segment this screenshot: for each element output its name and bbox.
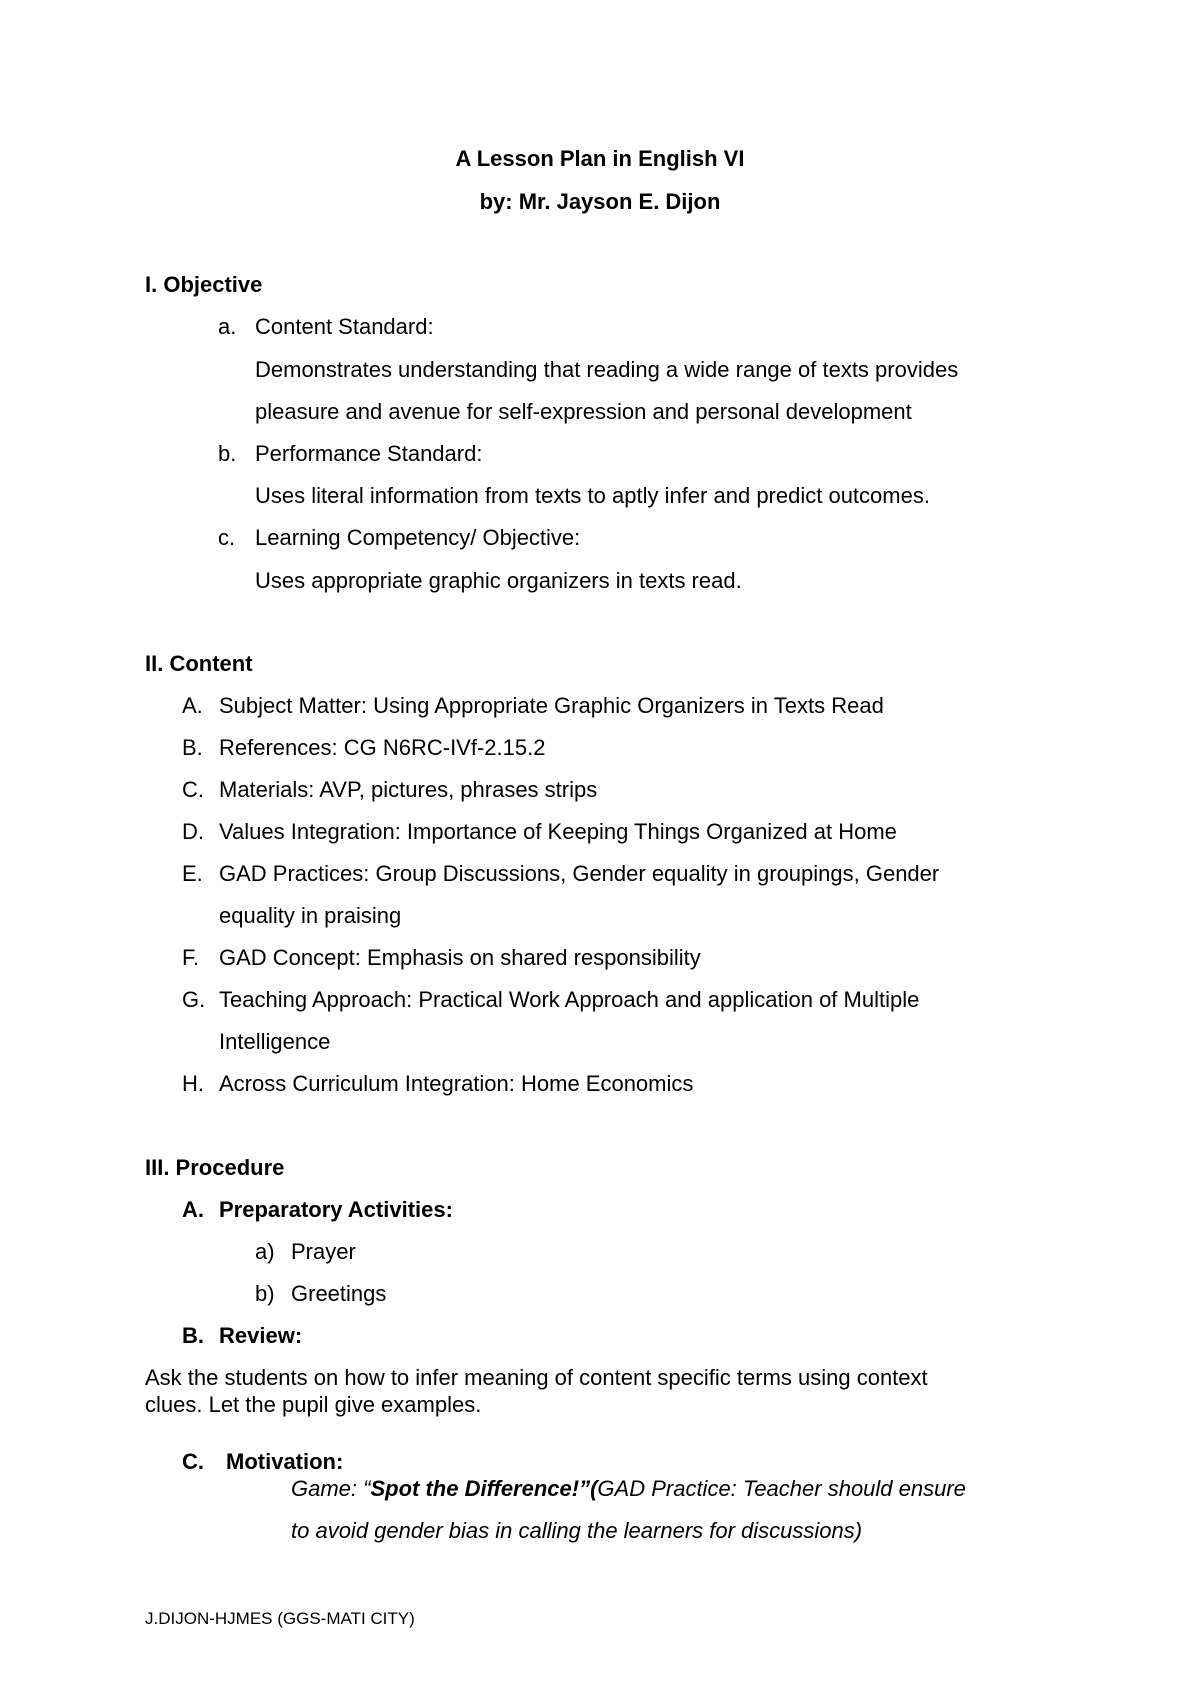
preparatory-item-marker: a) xyxy=(255,1239,275,1264)
document-author: by: Mr. Jayson E. Dijon xyxy=(479,189,721,214)
content-item-marker: B. xyxy=(182,735,203,760)
motivation-gad-note-continued: to avoid gender bias in calling the learners for discussions) xyxy=(291,1518,863,1543)
content-item-text: Values Integration: Importance of Keeping Things Organized at Home xyxy=(219,819,897,844)
objective-item-text: pleasure and avenue for self-expression and personal development xyxy=(255,399,912,424)
motivation-game-name: Spot the Difference!”( xyxy=(370,1476,598,1501)
content-item-text: Materials: AVP, pictures, phrases strips xyxy=(219,777,598,802)
content-item-text: Teaching Approach: Practical Work Approach and application of Multiple xyxy=(219,987,920,1012)
motivation-gad-note: GAD Practice: Teacher should ensure xyxy=(597,1476,966,1501)
objective-item-label: Content Standard: xyxy=(255,314,434,339)
motivation-game-line xyxy=(291,1475,966,1503)
motivation-game-prefix: Game: “ xyxy=(291,1476,371,1501)
content-item-marker: H. xyxy=(182,1071,204,1096)
motivation-label: Motivation: xyxy=(226,1449,344,1474)
motivation-marker: C. xyxy=(182,1449,204,1474)
preparatory-item-text: Greetings xyxy=(291,1281,387,1306)
preparatory-item-marker: b) xyxy=(255,1281,275,1306)
preparatory-marker: A. xyxy=(182,1197,204,1222)
objective-item-text: Uses appropriate graphic organizers in texts read. xyxy=(255,568,742,593)
objective-item-text: Uses literal information from texts to aptly infer and predict outcomes. xyxy=(255,483,930,508)
objective-item-marker: c. xyxy=(218,525,236,550)
content-item-marker: A. xyxy=(182,693,203,718)
objective-heading: I. Objective xyxy=(145,272,263,297)
objective-item-marker: b. xyxy=(218,441,237,466)
page-footer: J.DIJON-HJMES (GGS-MATI CITY) xyxy=(145,1609,415,1628)
review-text: clues. Let the pupil give examples. xyxy=(145,1392,482,1417)
content-item-text: References: CG N6RC-IVf-2.15.2 xyxy=(219,735,546,760)
review-text: Ask the students on how to infer meaning of content specific terms using context xyxy=(145,1365,928,1390)
preparatory-item-text: Prayer xyxy=(291,1239,356,1264)
content-item-marker: E. xyxy=(182,861,203,886)
content-item-marker: G. xyxy=(182,987,206,1012)
review-marker: B. xyxy=(182,1323,204,1348)
content-item-text: equality in praising xyxy=(219,903,402,928)
content-item-marker: C. xyxy=(182,777,204,802)
content-item-text: Intelligence xyxy=(219,1029,331,1054)
content-item-marker: D. xyxy=(182,819,204,844)
content-item-text: GAD Practices: Group Discussions, Gender equality in groupings, Gender xyxy=(219,861,940,886)
content-item-text: Subject Matter: Using Appropriate Graphic Organizers in Texts Read xyxy=(219,693,884,718)
document-title: A Lesson Plan in English VI xyxy=(455,146,745,171)
content-heading: II. Content xyxy=(145,651,253,676)
content-item-marker: F. xyxy=(182,945,200,970)
objective-item-label: Performance Standard: xyxy=(255,441,483,466)
objective-item-label: Learning Competency/ Objective: xyxy=(255,525,581,550)
preparatory-label: Preparatory Activities: xyxy=(219,1197,453,1222)
objective-item-marker: a. xyxy=(218,314,237,339)
review-label: Review: xyxy=(219,1323,303,1348)
content-item-text: Across Curriculum Integration: Home Economics xyxy=(219,1071,694,1096)
procedure-heading: III. Procedure xyxy=(145,1155,285,1180)
objective-item-text: Demonstrates understanding that reading a wide range of texts provides xyxy=(255,357,959,382)
content-item-text: GAD Concept: Emphasis on shared responsibility xyxy=(219,945,701,970)
